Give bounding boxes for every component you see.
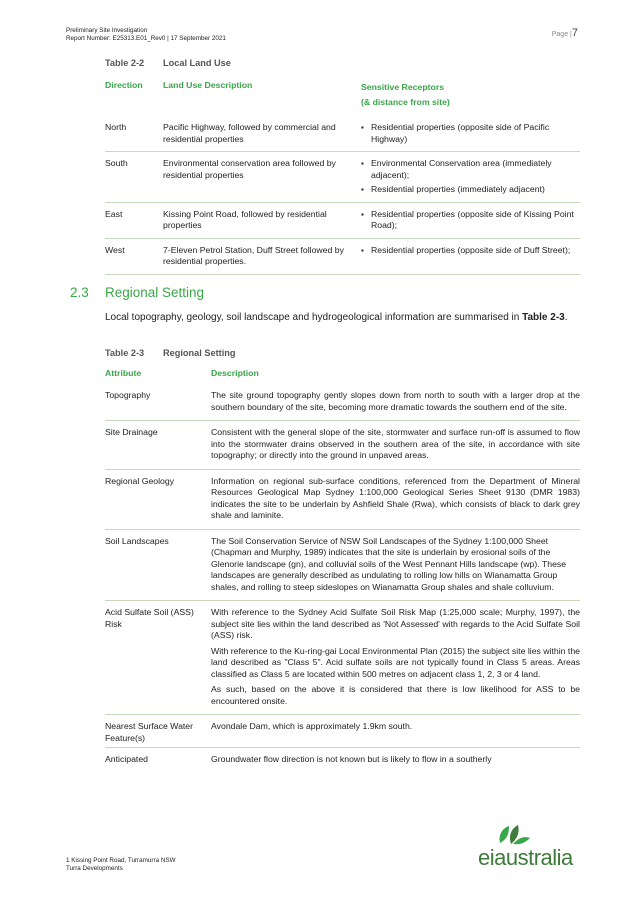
table-row: [105, 384, 580, 421]
footer-address: 1 Kissing Point Road, Turramurra NSW: [66, 857, 176, 864]
direction-cell: West: [105, 238, 163, 274]
table-caption-regional-setting: [105, 348, 235, 358]
attribute-cell: Regional Geology: [105, 469, 211, 529]
receptor-item: ▪ Environmental Conservation area (immediately adjacent);: [361, 158, 580, 181]
col-header-land-use: Land Use Description: [163, 80, 253, 90]
receptor-item: ▪ Residential properties (opposite side of Duff Street);: [361, 245, 580, 257]
table-row: [105, 421, 580, 470]
table-row: [105, 152, 580, 203]
table-title: Local Land Use: [163, 58, 231, 68]
description-paragraph: The Soil Conservation Service of NSW Soil Landscapes of the Sydney 1:100,000 Sheet (Chapman and Murphy, 1989) indicates that the site is underlain by erosional soils of the Glenorie landscape (gn), and colluvial soils of the West Pennant Hills landscape (wp). These landscapes are generally described as undulating to rolling low hills on Wianamatta Group shales, and rolling to steep sideslopes on Wianamatta Group shales and shale colluvium.: [211, 535, 567, 592]
attribute-cell: Topography: [105, 384, 211, 421]
intro-table-ref: Table 2-3: [522, 312, 565, 323]
direction-cell: South: [105, 152, 163, 203]
description-cell: [211, 715, 580, 748]
attribute-cell: Soil Landscapes: [105, 529, 211, 601]
receptor-item: ▪ Residential properties (immediately adjacent): [361, 184, 580, 196]
land-use-cell: 7-Eleven Petrol Station, Duff Street followed by residential properties.: [163, 238, 361, 274]
receptors-cell: [361, 202, 580, 238]
description-paragraph: With reference to the Ku-ring-gai Local Environmental Plan (2015) the subject site lies within the land described as "Class 5". Acid sulfate soils are not typically found in Class 5 areas. Areas classified as Class 5 are located within 500 metres on adjacent class 1, 2, 3 or 4 land.: [211, 645, 580, 679]
description-cell: [211, 529, 580, 601]
regional-setting-table: [105, 364, 580, 773]
table-header-row: [105, 76, 580, 116]
description-paragraph: Consistent with the general slope of the site, stormwater and surface run-off is assumed to flow into the stormwater drains observed in the southern area of the site, in accordance with site topography; or directly into the ground in unpaved areas.: [211, 427, 580, 460]
description-cell: [211, 421, 580, 470]
table-label: Table 2-2: [105, 58, 145, 68]
attribute-cell: Anticipated: [105, 754, 148, 764]
attribute-cell: Acid Sulfate Soil (ASS) Risk: [105, 601, 211, 715]
table-row: [105, 469, 580, 529]
description-paragraph: The site ground topography gently slopes down from north to south with a larger drop at the southern boundary of the site, becoming more dramatic towards the southern end of the site.: [211, 390, 580, 412]
receptors-cell: [361, 116, 580, 152]
section-title: Regional Setting: [105, 285, 205, 300]
section-heading: [70, 285, 204, 300]
receptors-header-line2: (& distance from site): [361, 97, 450, 107]
table-row: [105, 748, 580, 773]
description-paragraph: With reference to the Sydney Acid Sulfate Soil Risk Map (1:25,000 scale; Murphy, 1997), the subject site lies within the land described as 'Not Assessed' with regards to the Acid Sulfate Soil (ASS) risk.: [211, 607, 580, 640]
land-use-cell: Pacific Highway, followed by commercial and residential properties: [163, 116, 361, 152]
footer-client: Turra Developments: [66, 865, 123, 873]
description-cell: [211, 748, 580, 773]
section-intro: [105, 311, 580, 325]
local-land-use-table: [105, 76, 580, 275]
receptors-cell: [361, 152, 580, 203]
description-paragraph: Information on regional sub-surface conditions, referenced from the Department of Mineral Resources Geological Map Sydney 1:100,000 Geological Series Sheet 9130 (DMR 1983) indicates the site to be underlain by Ashfield Shale (Rwa), which consists of black to dark grey shale and laminite.: [211, 475, 580, 520]
table-row: [105, 601, 580, 715]
direction-cell: North: [105, 116, 163, 152]
table-row: [105, 202, 580, 238]
receptor-item: ▪ Residential properties (opposite side of Pacific Highway): [361, 122, 580, 145]
receptors-cell: [361, 238, 580, 274]
page-number: [552, 27, 578, 39]
attribute-cell: Nearest Surface Water Feature(s): [105, 715, 211, 748]
header-report-number: Report Number: E25313.E01_Rev0 | 17 September 2021: [66, 35, 226, 43]
intro-end: .: [564, 312, 568, 323]
document-footer: [66, 857, 176, 874]
land-use-cell: Kissing Point Road, followed by residential properties: [163, 202, 361, 238]
description-cell: [211, 469, 580, 529]
logo-wordmark: eiaustralia: [478, 845, 573, 870]
description-paragraph: As such, based on the above it is considered that there is low likelihood for ASS to be encountered onsite.: [211, 684, 580, 706]
intro-text: Local topography, geology, soil landscape and hydrogeological information are summarised in: [105, 312, 520, 323]
table-label: Table 2-3: [105, 348, 145, 358]
description-paragraph: Avondale Dam, which is approximately 1.9km south.: [211, 721, 413, 731]
logo-leaf-left: [500, 826, 509, 843]
col-header-receptors: [361, 76, 580, 116]
col-header-description: Description: [211, 368, 259, 378]
table-title: Regional Setting: [163, 348, 236, 358]
receptors-header-line1: Sensitive Receptors: [361, 82, 445, 92]
table-row: [105, 529, 580, 601]
page-prefix: Page |: [551, 31, 572, 38]
col-header-attribute: Attribute: [105, 368, 142, 378]
table-row: [105, 238, 580, 274]
description-cell: [211, 384, 580, 421]
document-header: [66, 27, 226, 44]
direction-cell: East: [105, 202, 163, 238]
table-row: [105, 715, 580, 748]
attribute-cell: Site Drainage: [105, 421, 211, 470]
table-header-row: [105, 364, 580, 384]
description-cell: [211, 601, 580, 715]
description-paragraph: Groundwater flow direction is not known but is likely to flow in a southerly: [211, 754, 492, 764]
page-number-value: 7: [571, 27, 578, 39]
section-number: 2.3: [70, 285, 89, 300]
receptor-item: ▪ Residential properties (opposite side of Kissing Point Road);: [361, 209, 580, 232]
table-caption-land-use: [105, 58, 231, 68]
col-header-direction: Direction: [105, 80, 143, 90]
header-title: Preliminary Site Investigation: [66, 27, 148, 34]
land-use-cell: Environmental conservation area followed by residential properties: [163, 152, 361, 203]
table-row: [105, 116, 580, 152]
